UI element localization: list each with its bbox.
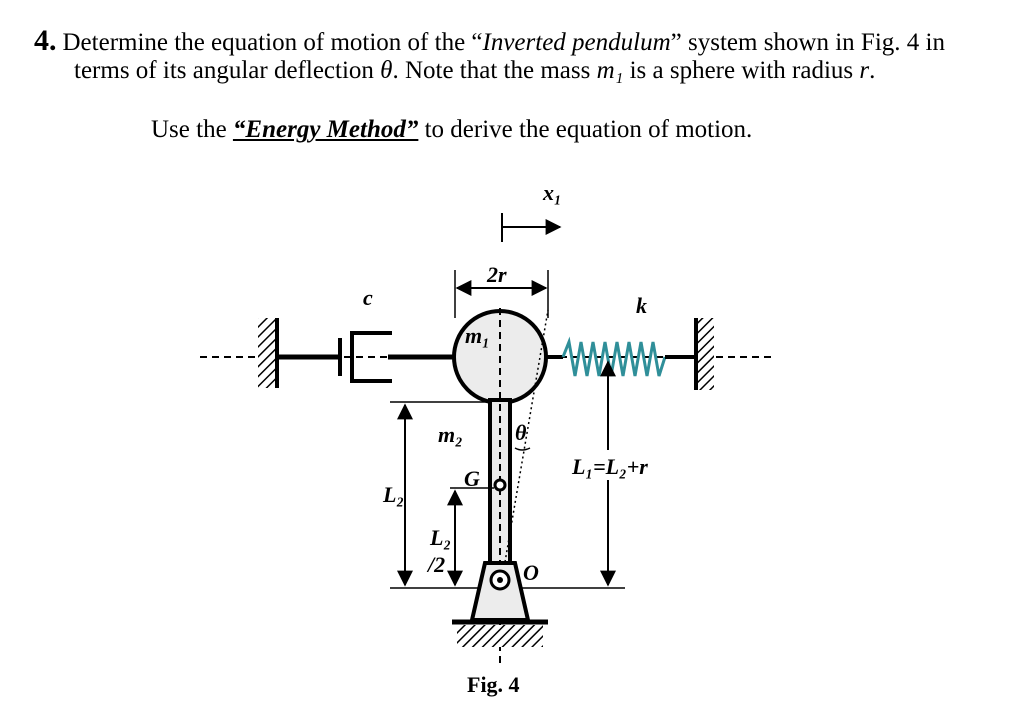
spring-label: k [636, 293, 647, 318]
two-r-label: 2r [487, 262, 507, 287]
x1-label: x₁ [543, 180, 562, 205]
sphere-m1-label: m₁ [465, 323, 490, 348]
question-text-2a: terms of its angular deflection [74, 57, 381, 84]
question-text-2b: . Note that the mass [392, 57, 597, 84]
question-r: r [859, 57, 870, 84]
question-m1: m₁ [596, 57, 624, 84]
L2-half-label-bottom: /2 [428, 552, 446, 577]
L2-label: L₂ [383, 482, 405, 507]
rod-m2-label: m₂ [438, 422, 463, 447]
L1-label: L₁=L₂+r [572, 454, 648, 479]
pivot-label: O [523, 560, 539, 585]
right-wall [698, 318, 714, 390]
pivot-inner [497, 577, 503, 583]
question-text-1b: ” system shown in Fig. 4 in [670, 29, 945, 56]
question-text-2d: . [869, 57, 876, 84]
theta-arc [515, 448, 530, 450]
figure-caption: Fig. 4 [467, 672, 520, 697]
question-text-2c: is a sphere with radius [623, 57, 860, 84]
center-of-mass-point [495, 480, 505, 490]
left-wall [258, 318, 275, 388]
spring [545, 342, 695, 376]
center-of-mass-label: G [464, 466, 480, 491]
L2-half-label-top: L₂ [430, 525, 452, 550]
instruction-method: “Energy Method” [232, 116, 419, 143]
instruction-suffix: to derive the equation of motion. [418, 116, 753, 143]
instruction-prefix: Use the [151, 116, 233, 143]
damper [277, 333, 455, 381]
ground-hatch [457, 625, 543, 647]
question-number: 4. [34, 24, 57, 57]
question-theta: θ [380, 57, 393, 84]
question-text-1a: Determine the equation of motion of the “ [62, 29, 483, 56]
theta-label: θ [515, 420, 527, 445]
damper-label: c [363, 285, 373, 310]
question-text-1-em: Inverted pendulum [482, 29, 671, 56]
